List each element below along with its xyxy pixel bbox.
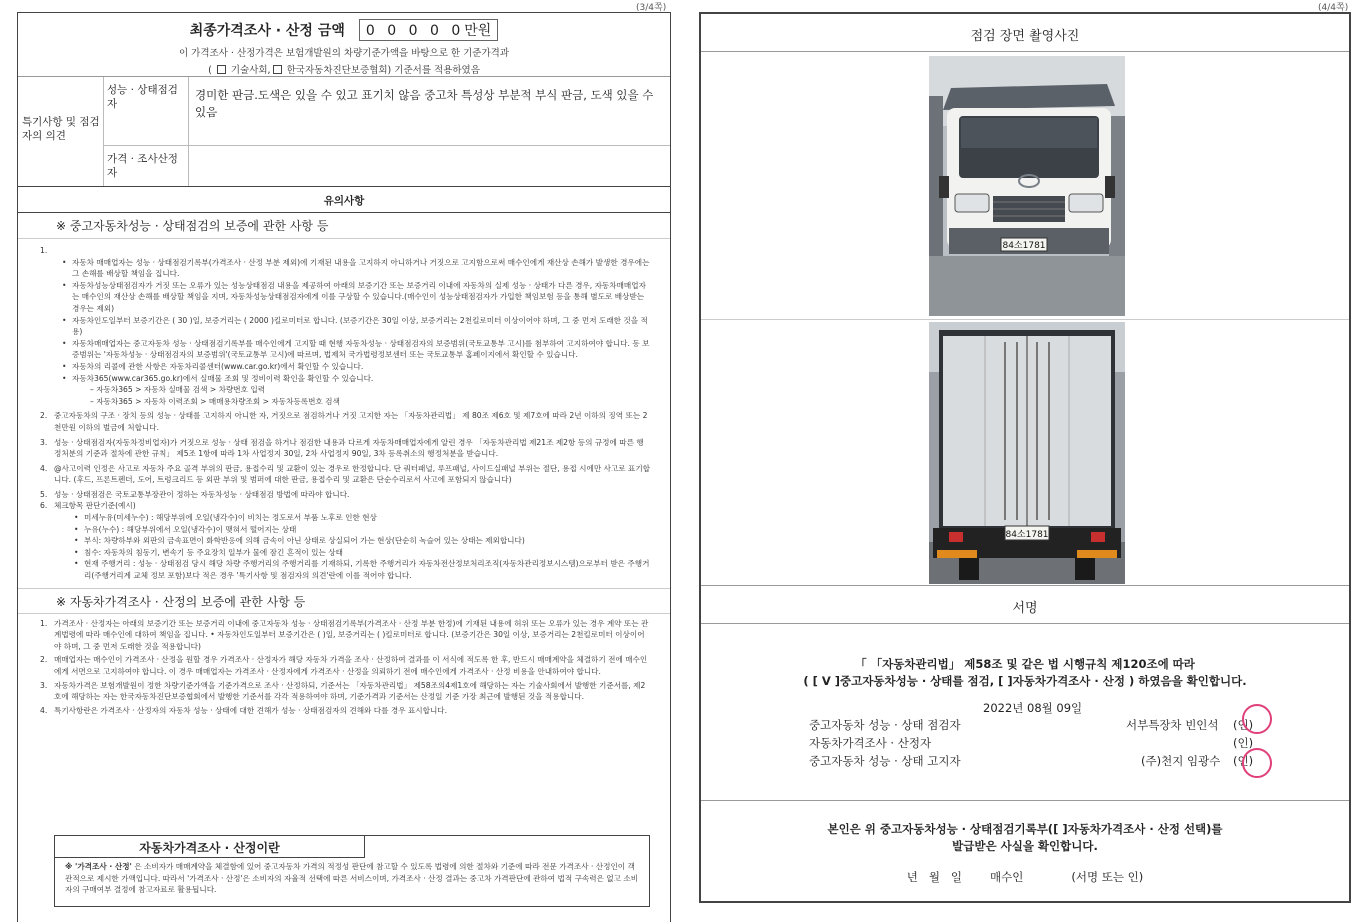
right-page xyxy=(699,12,1351,903)
definition-text xyxy=(55,858,649,899)
buyer-confirmation xyxy=(701,800,1349,903)
list-item: 성능 · 상태점검은 국토교통부장관이 정하는 자동차성능 · 상태점검 방법에 따라야 합니다. xyxy=(54,489,350,499)
rear-plate: 84소1781 xyxy=(1005,530,1049,540)
receipt-buyer: 매수인 xyxy=(990,870,1024,884)
law-line-1: 「 「자동차관리법」 제58조 및 같은 법 시행규칙 제120조에 따라 xyxy=(855,657,1195,671)
list-item: 누유(누수) : 해당부위에서 오일(냉각수)이 맺혀서 떨어지는 상태 xyxy=(84,524,297,534)
signer-mark: (인) xyxy=(1233,754,1254,768)
list-item: 중고자동차의 구조 · 장치 등의 성능 · 상태를 고지하지 아니한 자, 거짓으로 점검하거나 거짓 고지한 자는 「자동차관리법」 제 80조 제6호 및 제7호에 따라 2년 이하의 징역 또는 2천만원 이하의 벌금에 처합니다. xyxy=(54,411,648,432)
stamp-seal-icon xyxy=(1242,748,1272,778)
list-subitem: – 자동차365 > 자동차 이력조회 > 매매용차량조회 > 자동차등록번호 검색 xyxy=(90,396,340,406)
list-item: 자동차 매매업자는 성능 · 상태점검기록부(가격조사 · 산정 부분 제외)에 기재된 내용을 고지하지 아니하거나 거짓으로 고지함으로써 매수인에게 재산상 손해가 발생한 경우에는 그 손해를 배상할 책임을 집니다. xyxy=(72,257,650,279)
signer-mark: (인) xyxy=(1233,718,1254,732)
signer-role: 자동차가격조사 · 산정자 xyxy=(809,736,932,750)
page-number-left: (3/4쪽) xyxy=(636,3,667,13)
list-item: 자동차가격은 보험개발원이 정한 차량기준가액을 기준가격으로 조사 · 산정하되, 기준서는 「자동차관리법」 제58조의4제1호에 해당하는 자는 기술사회에서 발행한 기준서를, 제2호에 해당하는 자는 한국자동차진단보증협회에서 발행한 기준서를 각각 적용하여야 하며, 기준가격과 기준서는 산정일 기준 가장 최근에 발행된 것을 적용합니다. xyxy=(54,680,646,702)
list-item: 침수: 자동차의 침동기, 변속기 등 주요장치 일부가 물에 잠긴 흔적이 있는 상태 xyxy=(84,547,343,557)
section-1-title: ※ 중고자동차성능 · 상태점검의 보증에 관한 사항 등 xyxy=(18,213,670,239)
list-item: 자동차의 리콜에 관한 사항은 자동차리콜센터(www.car.go.kr)에서 확인할 수 있습니다. xyxy=(72,361,364,371)
definition-title: 자동차가격조사 · 산정이란 xyxy=(55,836,365,858)
list-item: 자동차매매업자는 중고자동차 성능 · 상태점검기록부를 매수인에게 고지할 때 현행 자동차성능 · 상태점검자의 보증범위(국토교통부 고시)를 첨부하여 고지하여야 합니다. 동 보증범위는 '자동차성능 · 상태점검자의 보증범위'(국토교통부 고시)에 따르며, 법제처 국가법령정보센터 또는 국토교통부 홈페이지에서 확인할 수 있습니다. xyxy=(72,338,650,360)
signer-role: 중고자동차 성능 · 상태 고지자 xyxy=(809,754,961,768)
rear-photo-cell xyxy=(701,320,1349,586)
price-note-2: ( 기술사회, 한국자동차진단보증협회) 기준서를 적용하였음 xyxy=(208,65,480,76)
final-price-unit: 만원 xyxy=(464,23,492,39)
confirm-line-2: 발급받은 사실을 확인합니다. xyxy=(952,839,1098,853)
definition-box xyxy=(54,835,650,907)
appraiser-opinion xyxy=(189,146,670,186)
list-item: 매매업자는 매수인이 가격조사 · 산정을 원할 경우 가격조사 · 산정자가 해당 자동차 가격을 조사 · 산정하여 결과를 이 서식에 적도록 한 후, 반드시 매매계약을 체결하기 전에 매수인에게 서면으로 고지하여야 합니다. 이 경우 매매업자는 가격조사 · 산정자에게 가격조사 · 산정을 의뢰하기 전에 매수인에게 가격조사 · 산정 비용을 안내하여야 합니다. xyxy=(54,655,648,676)
list-item: 체크항목 판단기준(예시) xyxy=(54,501,136,511)
list-item: 부식: 차량하부와 외판의 금속표면이 화학반응에 의해 금속이 아닌 상태로 상실되어 가는 현상(단순히 녹슬어 있는 상태는 제외합니다) xyxy=(84,536,525,546)
confirm-line-1: 본인은 위 중고자동차성능 · 상태점검기록부([ ]자동차가격조사 · 산정 선택)를 xyxy=(827,822,1223,836)
law-line-2: ( [ V ]중고자동차성능 · 상태를 점검, [ ]자동차가격조사 · 산정 ) 하였음을 확인합니다. xyxy=(803,674,1247,688)
signer-name: (주)천지 임광수 xyxy=(1141,754,1221,768)
signer-role: 중고자동차 성능 · 상태 점검자 xyxy=(809,718,961,732)
photo-section-title: 점검 장면 촬영사진 xyxy=(701,14,1349,52)
final-price-value: 0 0 0 0 0 xyxy=(365,23,465,39)
front-photo-cell xyxy=(701,52,1349,320)
list-subitem: – 자동차365 > 자동차 실매물 검색 > 차량번호 입력 xyxy=(90,385,266,395)
price-note-2b: 한국자동차진단보증협회) 기준서를 적용하였음 xyxy=(286,65,480,76)
receipt-signature: (서명 또는 인) xyxy=(1071,870,1144,884)
inspector-label: 성능 · 상태점검자 xyxy=(104,77,189,145)
item-number: 1. xyxy=(40,246,48,255)
final-price-box xyxy=(359,19,498,41)
page-number-right: (4/4쪽) xyxy=(1318,3,1349,13)
notice-heading: 유의사항 xyxy=(18,187,670,213)
signature-section-title: 서명 xyxy=(701,586,1349,624)
signer-name: 서부특장차 빈인석 xyxy=(1126,718,1219,732)
inspector-opinion: 경미한 판금.도색은 있을 수 있고 표기치 않음 중고차 특성상 부분적 부식 판금, 도색 있을 수 있음 xyxy=(195,88,654,119)
list-item: 미세누유(미세누수) : 해당부위에 오일(냉각수)이 비치는 정도로서 부품 노후로 인한 현상 xyxy=(84,513,377,523)
list-item: 현재 주행거리 : 성능 · 상태점검 당시 해당 차량 주행거리의 주행거리를 기재하되, 기록한 주행거리가 자동차전산정보처리조직(자동차관리정보시스템)으로부터 받은 주행거리(주행거리계 교체 정보 포함)보다 적은 경우 '특기사항 및 점검자의 의견'란에 이를 적어야 합니다. xyxy=(84,559,650,581)
list-item: 자동차성능상태점검자가 거짓 또는 오류가 있는 성능상태점검 내용을 제공하여 아래의 보증기간 또는 보증거리 이내에 자동차의 실제 성능 · 상태가 다른 경우, 자동차매매업자는 매수인의 재산상 손해를 배상할 책임을 지며, 자동차성능상태점검자에게 이를 구상할 수 있습니다.(매수인이 성능상태점검자가 가입한 책임보험 등을 통해 별도로 배상받는 경우는 제외) xyxy=(72,280,646,313)
truck-rear-photo xyxy=(929,322,1125,584)
final-price-section xyxy=(18,13,670,77)
definition-description: 은 소비자가 매매계약을 체결함에 있어 중고자동차 가격의 적정성 판단에 참고할 수 있도록 법령에 의한 절차와 기준에 따라 전문 가격조사 · 산정인이 객관적으로 제시한 가액입니다. 따라서 '가격조사 · 산정'은 소비자의 자율적 선택에 따른 서비스이며, 가격조사 · 산정 결과는 중고차 가격판단에 관하여 법적 구속력은 없고 소비자의 구매여부 결정에 참고자료로 활용됩니다. xyxy=(65,862,639,894)
front-plate: 84소1781 xyxy=(1002,241,1046,251)
definition-term: ※ '가격조사 · 산정' xyxy=(65,862,132,871)
price-note-1: 이 가격조사 · 산정가격은 보험개발원의 차량기준가액을 바탕으로 한 기준가격과 xyxy=(178,48,510,59)
list-item: 특기사항란은 가격조사 · 산정자의 자동차 성능 · 상태에 대한 견해가 성능 · 상태점검자의 견해와 다를 경우 표시합니다. xyxy=(54,705,448,715)
receipt-date: 년 월 일 xyxy=(906,870,963,884)
list-item: 성능 · 상태점검자(자동차정비업자)가 거짓으로 성능 · 상태 점검을 하거나 점검한 내용과 다르게 자동차매매업자에게 알린 경우 「자동차관리법 제21조 제2항 등의 규정에 따른 행정처분의 기준과 절차에 관한 규칙」 제5조 1항에 따라 1차 사업정지 30일, 2차 사업정지 90일, 3차 등록취소의 행정처분을 받습니다. xyxy=(54,437,644,459)
price-note-2a: 기술사회, xyxy=(230,65,271,76)
signer-mark: (인) xyxy=(1233,736,1254,750)
list-item: 자동차365(www.car365.go.kr)에서 실매물 조회 및 정비이력 확인을 확인할 수 있습니다. xyxy=(72,373,374,383)
list-item: 가격조사 · 산정자는 아래의 보증기간 또는 보증거리 이내에 중고자동차 성능 · 상태점검기록부(가격조사 · 산정 부분 한정)에 기재된 내용에 허위 또는 오류가 있는 경우 계약 또는 관계법령에 따라 매수인에 대하여 책임을 집니다. • 자동차인도일부터 보증기간은 ( )일, 보증거리는 ( )킬로미터로 합니다. (보증기간은 30일 이상, 보증거리는 2천킬로미터 이상이어야 하며, 그 중 먼저 도래한 것을 적용합니다) xyxy=(54,618,649,651)
opinion-table xyxy=(18,77,670,187)
section-2-body: 1. 가격조사 · 산정자는 아래의 보증기간 또는 보증거리 이내에 중고자동차 성능 · 상태점검기록부(가격조사 · 산정 부분 한정)에 기재된 내용에 허위 또는 오류가 있는 경우 계약 또는 관계법령에 따라 매수인에 대하여 책임을 집니다. • 자동차인도일부터 보증기간은 ( )일, 보증거리는 ( )킬로미터로 합니다. (보증기간은 30일 이상, 보증거리는 2천킬로미터 이상이어야 하며, 그 중 먼저 도래한 것을 적용합니다) 2. 매매업자는 매수인이 가격조사 · 산정을 원할 경우 가격조사 · 산정자가 해당 자동차 가격을 조사 · 산정하여 결과를 이 서식에 적도록 한 후, 반드시 매매계약을 체결하기 전에 매수인에게 서면으로 고지하여야 합니다. 이 경우 매매업자는 가격조사 · 산정자에게 가격조사 · 산정을 의뢰하기 전에 매수인에게 가격조사 · 산정 비용을 안내하여야 합니다. 3. 자동차가격은 보험개발원이 정한 차량기준가액을 기준가격으로 조사 · 산정하되, 기준서는 「자동차관리법」 제58조의4제1호에 해당하는 자는 기술사회에서 발행한 기준서를, 제2호에 해당하는 자는 한국자동차진단보증협회에서 발행한 기준서를 각각 적용하여야 하며, 기준가격과 기준서는 산정일 기준 가장 최근에 발행된 것을 적용합니다. 4. 특기사항란은 가격조사 · 산정자의 자동차 성능 · 상태에 대한 견해가 성능 · 상태점검자의 견해와 다를 경우 표시합니다. xyxy=(40,618,649,715)
section-2-title: ※ 자동차가격조사 · 산정의 보증에 관한 사항 등 xyxy=(18,588,670,614)
law-statement xyxy=(701,656,1349,690)
appraiser-label: 가격 · 조사산정자 xyxy=(104,146,189,186)
list-item: 자동차인도일부터 보증기간은 ( 30 )일, 보증거리는 ( 2000 )킬로미터로 합니다. (보증기간은 30일 이상, 보증거리는 2천킬로미터 이상이어야 하며, 그 중 먼저 도래한 것을 적용) xyxy=(72,315,648,337)
opinion-label: 특기사항 및 점검자의 의견 xyxy=(18,77,104,186)
list-item: @사고이력 인정은 사고로 자동차 주요 골격 부위의 판금, 용접수리 및 교환이 있는 경우로 한정합니다. 단 쿼터패널, 루프패널, 사이드실패널 부위는 절단, 용접 시에만 사고로 표기합니다. (후드, 프론트펜더, 도어, 트렁크리드 등 외판 부위 및 범퍼에 대한 판금, 용접수리 및 교환은 단순수리로서 사고에 포함되지 않습니다) xyxy=(54,463,650,485)
truck-front-photo xyxy=(929,56,1125,316)
stamp-seal-icon xyxy=(1242,704,1272,734)
left-page xyxy=(17,12,671,922)
section-1-body: 1. • 자동차 매매업자는 성능 · 상태점검기록부(가격조사 · 산정 부분 제외)에 기재된 내용을 고지하지 아니하거나 거짓으로 고지함으로써 매수인에게 재산상 손해가 발생한 경우에는 그 손해를 배상할 책임을 집니다. • 자동차성능상태점검자가 거짓 또는 오류가 있는 성능상태점검 내용을 제공하여 아래의 보증기간 또는 보증거리 이내에 자동차의 실제 성능 · 상태가 다른 경우, 자동차매매업자는 매수인의 재산상 손해를 배상할 책임을 지며, 자동차성능상태점검자에게 이를 구상할 수 있습니다.(매수인이 성능상태점검자가 가입한 책임보험 등을 통해 별도로 배상받는 경우는 제외) • 자동차인도일부터 보증기간은 ( 30 )일, 보증거리는 ( 2000 )킬로미터로 합니다. (보증기간은 30일 이상, 보증거리는 2천킬로미터 이상이어야 하며, 그 중 먼저 도래한 것을 적용) • 자동차매매업자는 중고자동차 성능 · 상태점검기록부를 매수인에게 고지할 때 현행 자동차성능 · 상태점검자의 보증범위(국토교통부 고시)를 첨부하여 고지하여야 합니다. 동 보증범위는 '자동차성능 · 상태점검자의 보증범위'(국토교통부 고시)에 따르며, 법제처 국가법령정보센터 또는 국토교통부 홈페이지에서 확인할 수 있습니다. • 자동차의 리콜에 관한 사항은 자동차리콜센터(www.car.go.kr)에서 확인할 수 있습니다. • 자동차365(www.car365.go.kr)에서 실매물 조회 및 정비이력 확인을 확인할 수 있습니다. – 자동차365 > 자동차 실매물 검색 > 차량번호 입력 – 자동차365 > 자동차 이력조회 > 매매용차량조회 > 자동차등록번호 검색 2. 중고자동차의 구조 · 장치 등의 성능 · 상태를 고지하지 아니한 자, 거짓으로 점검하거나 거짓 고지한 자는 「자동차관리법」 제 80조 제6호 및 제7호에 따라 2년 이하의 징역 또는 2천만원 이하의 벌금에 처합니다. 3. 성능 · 상태점검자(자동차정비업자)가 거짓으로 성능 · 상태 점검을 하거나 점검한 내용과 다르게 자동차매매업자에게 알린 경우 「자동차관리법 제21조 제2항 등의 규정에 따른 행정처분의 기준과 절차에 관한 규칙」 제5조 1항에 따라 1차 사업정지 30일, 2차 사업정지 90일, 3차 등록취소의 행정처분을 받습니다. 4. @사고이력 인정은 사고로 자동차 주요 골격 부위의 판금, 용접수리 및 교환이 있는 경우로 한정합니다. 단 쿼터패널, 루프패널, 사이드실패널 부위는 절단, 용접 시에만 사고로 표기합니다. (후드, 프론트펜더, 도어, 트렁크리드 등 외판 부위 및 범퍼에 대한 판금, 용접수리 및 교환은 단순수리로서 사고에 포함되지 않습니다) 5. 성능 · 상태점검은 국토교통부장관이 정하는 자동차성능 · 상태점검 방법에 따라야 합니다. 6. 체크항목 판단기준(예시) • 미세누유(미세누수) : 해당부위에 오일(냉각수)이 비치는 정도로서 부품 노후로 인한 현상 • 누유(누수) : 해당부위에서 오일(냉각수)이 맺혀서 떨어지는 상태 • 부식: 차량하부와 외판의 금속표면이 화학반응에 의해 금속이 아닌 상태로 상실되어 가는 현상(단순히 녹슬어 있는 상태는 제외합니다) • 침수: 자동차의 침동기, 변속기 등 주요장치 일부가 물에 잠긴 흔적이 있는 상태 • 현재 주행거리 : 성능 · 상태점검 당시 해당 차량 주행거리의 주행거리를 기재하되, 기록한 주행거리가 자동차전산정보처리조직(자동차관리정보시스템)으로부터 받은 주행거리(주행거리계 교체 정보 포함)보다 적은 경우 '특기사항 및 점검자의 의견'란에 이를 적어야 합니다. xyxy=(18,239,670,582)
checkbox-icon xyxy=(273,65,282,74)
sign-date: 2022년 08월 09일 xyxy=(983,701,1083,715)
final-price-title: 최종가격조사 · 산정 금액 xyxy=(189,23,345,39)
checkbox-icon xyxy=(217,65,226,74)
